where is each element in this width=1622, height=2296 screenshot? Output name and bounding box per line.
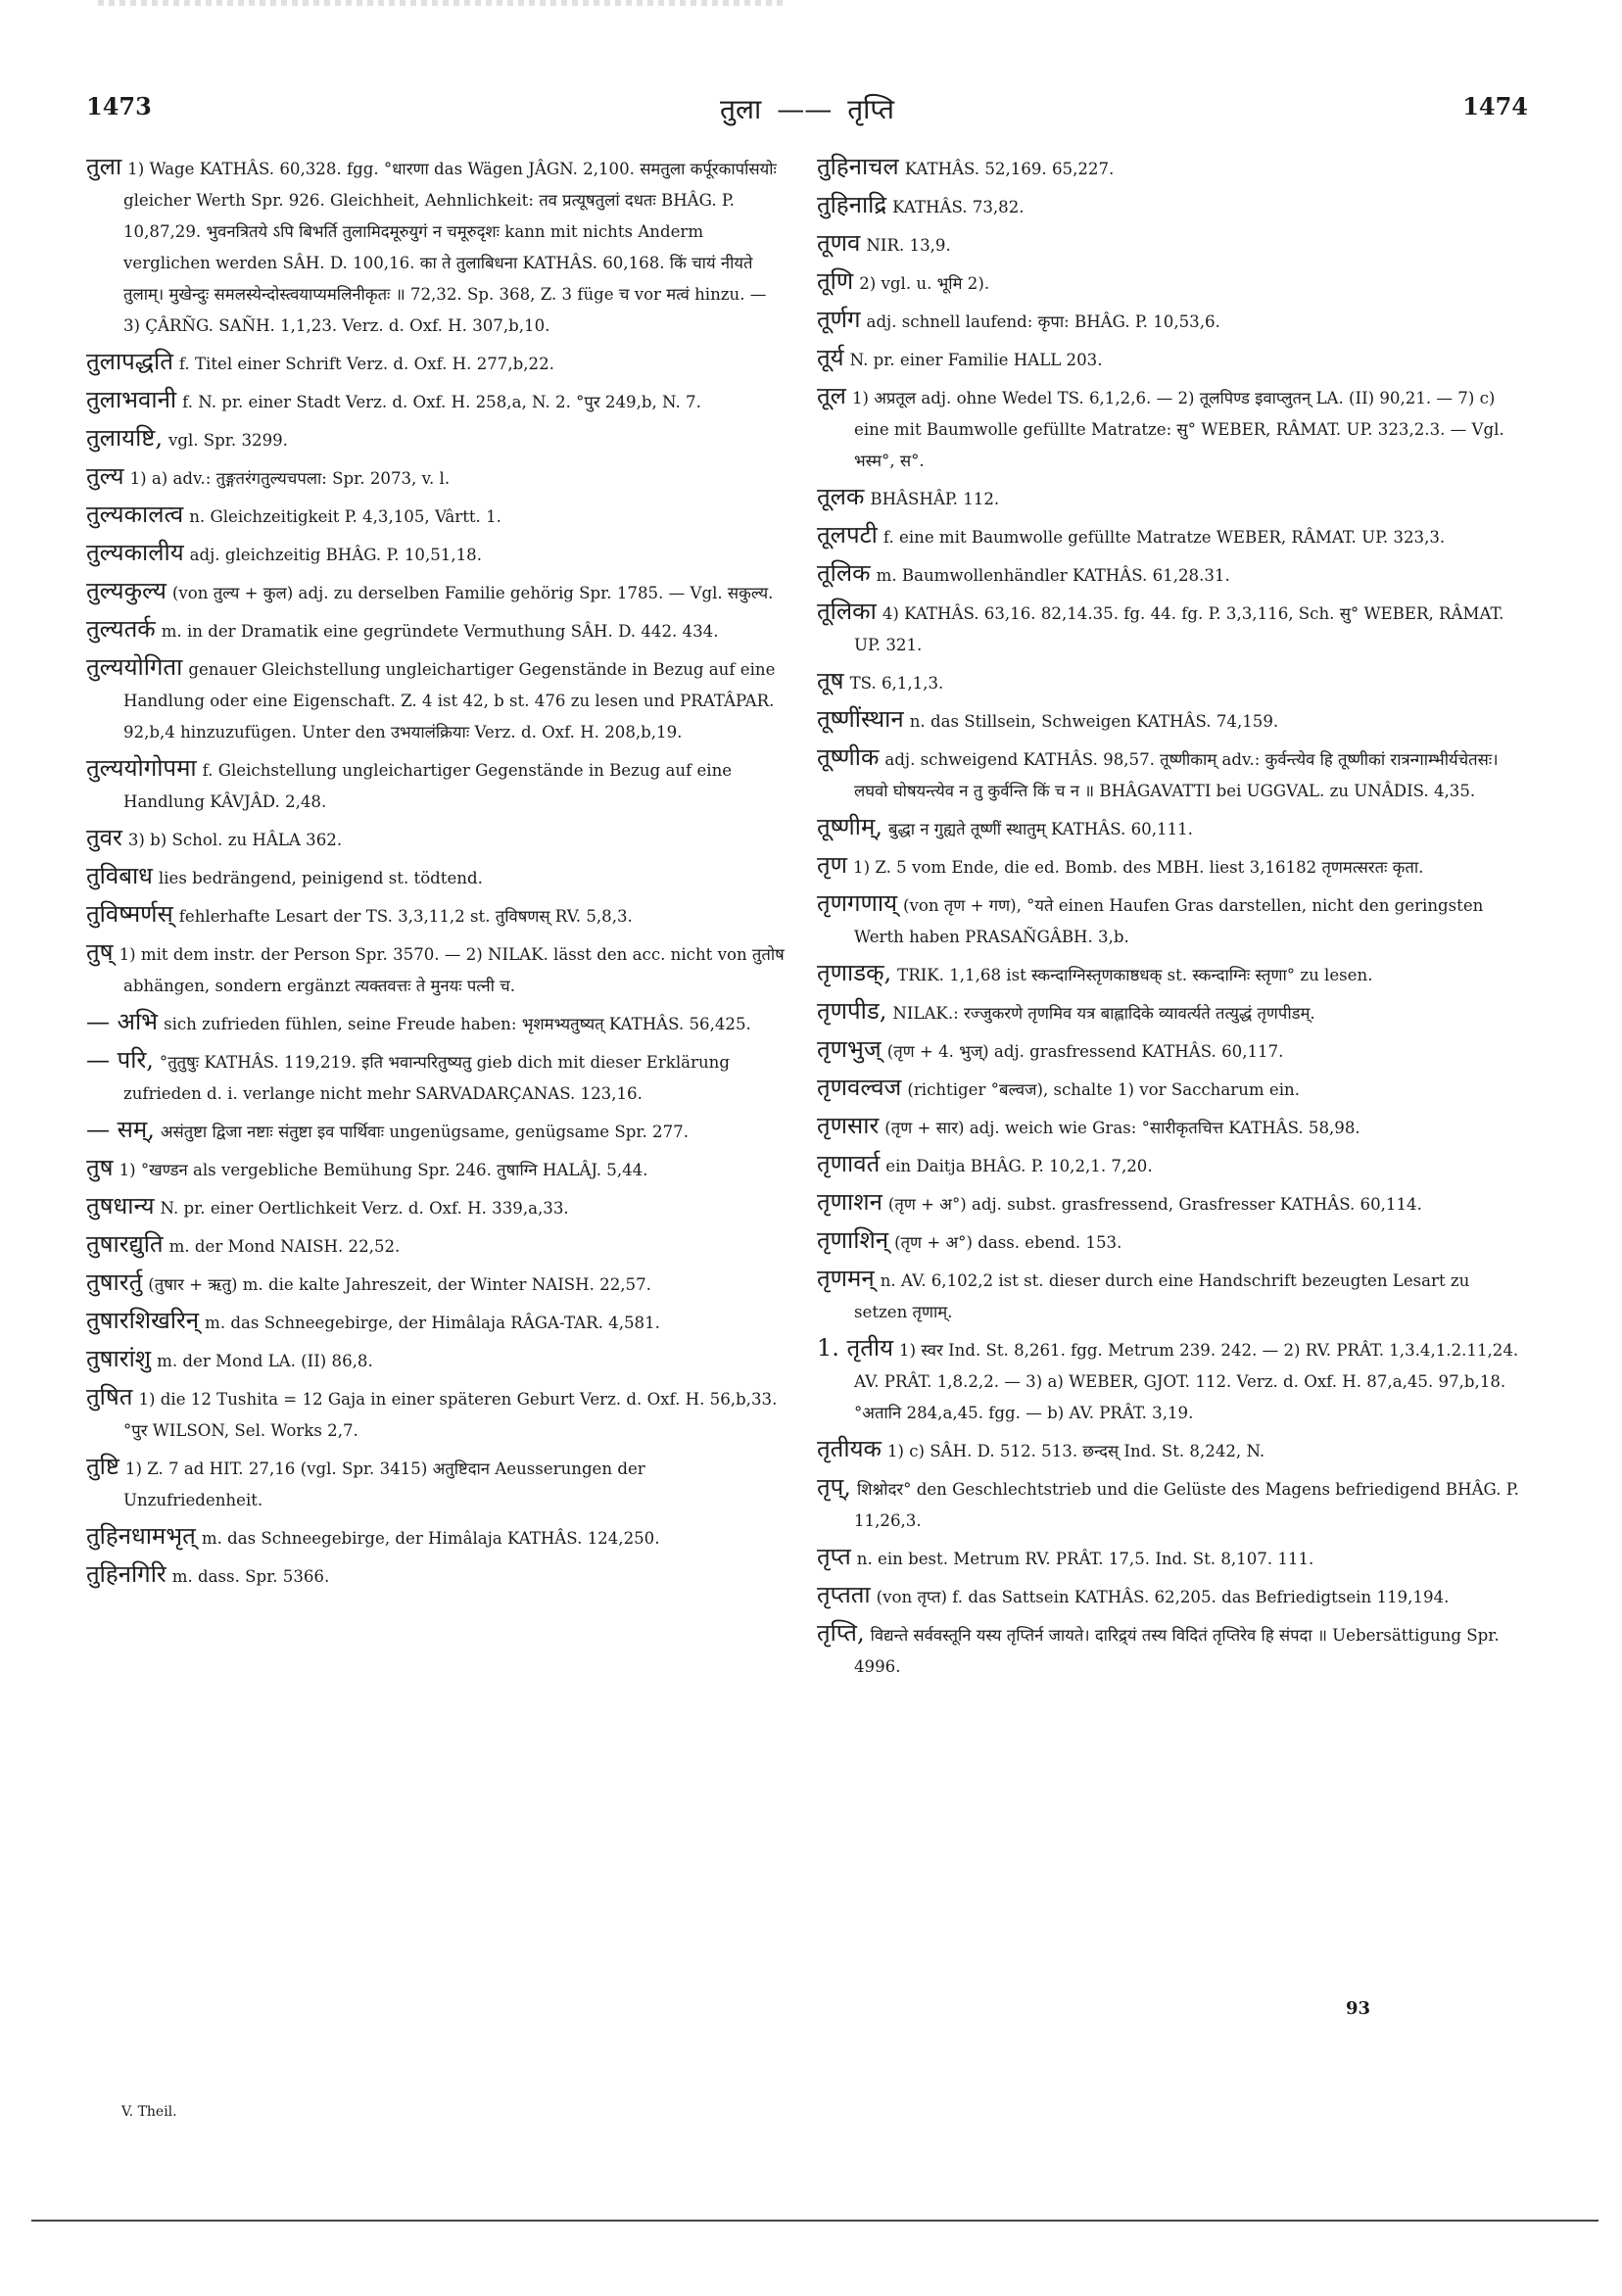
entry-headword: तूष्णींस्थान (817, 705, 904, 733)
entry-text: असंतुष्टा द्विजा नष्टाः संतुष्टा इव पार्थिवाः ungenügsame, genügsame Spr. 277. (160, 1123, 689, 1141)
entry-headword: तृणगणाय् (817, 889, 898, 917)
entry-text: (तुषार + ऋतु) m. die kalte Jahreszeit, der Winter NAISH. 22,57. (148, 1275, 651, 1294)
entry-text: KATHÂS. 73,82. (892, 198, 1025, 216)
dictionary-entry (817, 811, 1524, 845)
entry-headword: तुल्यतर्क (86, 615, 156, 643)
entry-text: 1) Wage KATHÂS. 60,328. fgg. °धारणा das Wägen JÂGN. 2,100. समतुला कर्पूरकार्पासयोः gleicher Werth Spr. 926. Gleichheit, Aehnlichkeit: तव प्रत्यूषतुलां दधतः BHÂG. P. 10,87,29. भुवनत्रितये ऽपि बिभर्ति तुलामिदमूरुयुगं न चमूरुदृशः kann mit nichts Anderm verglichen werden SÂH. D. 100,16. का ते तुलाबिधना KATHÂS. 60,168. किं चायं नीयते तुलाम्। मुखेन्दुः समलस्येन्दोस्त्वयाप्यमलिनीकृतः ॥ 72,32. Sp. 368, Z. 3 füge च vor मत्वं hinzu. — 3) ÇÂRÑG. SAÑH. 1,1,23. Verz. d. Oxf. H. 307,b,10. (123, 160, 777, 335)
dictionary-entry (86, 651, 787, 748)
dictionary-entry (817, 481, 1524, 515)
footer-mark: V. Theil. (121, 2104, 177, 2120)
dictionary-entry (86, 537, 787, 571)
entry-text: n. AV. 6,102,2 ist st. dieser durch eine Handschrift bezeugten Lesart zu setzen तृणाम्. (854, 1271, 1470, 1321)
entry-text: n. Gleichzeitigkeit P. 4,3,105, Vârtt. 1. (189, 507, 501, 526)
dictionary-entry (817, 995, 1524, 1029)
dictionary-entry (817, 849, 1524, 884)
dictionary-entry (86, 575, 787, 609)
dictionary-entry (86, 151, 787, 342)
dictionary-entry (817, 1110, 1524, 1144)
entry-headword: तुल्यकुल्य (86, 577, 167, 604)
signature-mark: 93 (1346, 1998, 1371, 2019)
entry-headword: तुषारर्तु (86, 1268, 143, 1296)
dictionary-entry (817, 703, 1524, 738)
entry-text: बुद्धा न गुह्यते तूष्णीं स्थातुम् KATHÂS. 60,111. (887, 820, 1193, 838)
running-title (86, 90, 1528, 127)
entry-headword: तुषारशिखरिन् (86, 1307, 200, 1334)
dictionary-entry (817, 1471, 1524, 1537)
dictionary-entry (86, 613, 787, 647)
entry-headword: तुहिनगिरि (86, 1560, 167, 1588)
dictionary-entry (86, 1520, 787, 1555)
entry-text: 4) KATHÂS. 63,16. 82,14.35. fg. 44. fg. P. 3,3,116, Sch. सु° WEBER, RÂMAT. UP. 321. (854, 604, 1504, 654)
dictionary-entry (86, 898, 787, 933)
entry-headword: तृणमन् (817, 1265, 875, 1292)
dictionary-entry (817, 741, 1524, 807)
dictionary-entry (817, 519, 1524, 553)
title-left: तुला (720, 93, 762, 125)
entry-text: (तृण + अ°) dass. ebend. 153. (894, 1233, 1122, 1252)
entry-text: 1) mit dem instr. der Person Spr. 3570. — 2) NILAK. lässt den acc. nicht von तुतोष abhängen, sondern ergänzt त्यक्तवत्तः ते मुनयः पत्नी च. (119, 945, 785, 995)
entry-headword: तूलक (817, 483, 865, 510)
entry-headword: तुष (86, 1154, 114, 1181)
dictionary-entry (86, 1558, 787, 1593)
entry-headword: तृणाडक्, (817, 959, 892, 986)
entry-text: 1) Z. 5 vom Ende, die ed. Bomb. des MBH. liest 3,16182 तृणमत्सरतः कृता. (853, 858, 1424, 877)
entry-text: NILAK.: रज्जुकरणे तृणमिव यत्र बाह्लादिके व्यावर्त्यते तत्युद्धं तृणपीडम्. (892, 1004, 1315, 1023)
dictionary-entry (86, 1451, 787, 1516)
entry-text: n. ein best. Metrum RV. PRÂT. 17,5. Ind. St. 8,107. 111. (856, 1550, 1314, 1568)
dictionary-entry (817, 557, 1524, 592)
left-column (86, 151, 787, 1597)
entry-headword: तृण (817, 851, 848, 879)
dictionary-entry (817, 957, 1524, 991)
entry-text: (von तृण + गण), °यते einen Haufen Gras darstellen, nicht den geringsten Werth haben PRASAÑGÂBH. 3,b. (854, 896, 1484, 946)
dictionary-entry (86, 460, 787, 495)
dictionary-entry (817, 1033, 1524, 1068)
entry-headword: तुल्य (86, 462, 124, 490)
entry-text: lies bedrängend, peinigend st. tödtend. (158, 869, 483, 887)
entry-headword: तृप्त (817, 1543, 851, 1570)
entry-headword: तूणव (817, 229, 861, 257)
dictionary-entry (86, 1114, 787, 1148)
dictionary-entry (86, 1343, 787, 1377)
entry-headword: तृणपीड, (817, 997, 887, 1025)
entry-text: °तुतुषुः KATHÂS. 119,219. इति भवान्परितुष्यतु gieb dich mit dieser Erklärung zufrieden d. i. verlange nicht mehr SARVADARÇANAS. 123,16. (123, 1053, 730, 1103)
entry-headword: तुहिनाद्रि (817, 191, 887, 218)
bottom-rule (31, 2220, 1598, 2222)
entry-text: 1) अप्रतूल adj. ohne Wedel TS. 6,1,2,6. — 2) तूलपिण्ड इवाप्लुतन् LA. (II) 90,21. — 7) c) eine mit Baumwolle gefüllte Matratze: सु° WEBER, RÂMAT. UP. 323,2.3. — Vgl. भस्म°, स°. (851, 389, 1504, 470)
entry-text: 3) b) Schol. zu HÂLA 362. (127, 831, 343, 849)
entry-headword: तूलिका (817, 598, 877, 625)
entry-headword: तुल्ययोगोपमा (86, 754, 197, 782)
entry-text: m. das Schneegebirge, der Himâlaja KATHÂS. 124,250. (201, 1529, 660, 1548)
dictionary-entry (817, 665, 1524, 699)
entry-headword: तृणाशन (817, 1188, 883, 1216)
entry-text: शिश्नोदर° den Geschlechtstrieb und die Gelüste des Magens befriedigend BHÂG. P. 11,26,3. (854, 1480, 1519, 1530)
scan-noise (98, 0, 784, 6)
entry-text: genauer Gleichstellung ungleichartiger Gegenstände in Bezug auf eine Handlung oder eine Eigenschaft. Z. 4 ist 42, b st. 476 zu lesen und PRATÂPAR. 92,b,4 hinzuzufügen. Unter den उभयालंक्रियाः Verz. d. Oxf. H. 208,b,19. (123, 660, 776, 741)
dictionary-entry (817, 1332, 1524, 1429)
entry-headword: तुषधान्य (86, 1192, 155, 1220)
dictionary-entry (817, 380, 1524, 477)
entry-text: (von तृप्त) f. das Sattsein KATHÂS. 62,205. das Befriedigtsein 119,194. (876, 1588, 1450, 1606)
entry-headword: तुलायष्टि, (86, 424, 163, 452)
entry-headword: तृणसार (817, 1112, 880, 1139)
dictionary-entry (817, 1617, 1524, 1683)
entry-headword: तृणवल्वज (817, 1074, 902, 1101)
entry-headword: तुष् (86, 938, 114, 966)
entry-headword: तुलाभवानी (86, 386, 177, 413)
entry-headword: तुहिनाचल (817, 153, 899, 180)
entry-headword: तुषित (86, 1383, 133, 1411)
entry-text: f. N. pr. einer Stadt Verz. d. Oxf. H. 258,a, N. 2. °पुर 249,b, N. 7. (182, 393, 701, 411)
page-number-left: 1473 (86, 92, 152, 120)
entry-text: m. das Schneegebirge, der Himâlaja RÂGA-TAR. 4,581. (205, 1314, 660, 1332)
dictionary-entry (86, 1152, 787, 1186)
entry-text: f. eine mit Baumwolle gefüllte Matratze WEBER, RÂMAT. UP. 323,3. (883, 528, 1446, 547)
entry-headword: — अभि (86, 1008, 159, 1035)
entry-text: (von तुल्य + कुल) adj. zu derselben Familie gehörig Spr. 1785. — Vgl. सकुल्य. (171, 584, 774, 602)
entry-headword: तुहिनधामभृत् (86, 1522, 196, 1550)
entry-headword: तुवर (86, 824, 122, 851)
entry-headword: तुविबाध (86, 862, 153, 889)
dictionary-entry (86, 384, 787, 418)
entry-text: BHÂSHÂP. 112. (870, 490, 1000, 508)
entry-headword: तूष (817, 667, 844, 694)
dictionary-entry (817, 1186, 1524, 1220)
entry-text: 1) स्वर Ind. St. 8,261. fgg. Metrum 239. 242. — 2) RV. PRÂT. 1,3.4,1.2.11,24. AV. PRÂT. 1,8.2,2. — 3) a) WEBER, GJOT. 112. Verz. d. Oxf. H. 87,a,45. 97,b,18. °अतानि 284,a,45. fgg. — b) AV. PRÂT. 3,19. (854, 1341, 1519, 1422)
entry-text: 1) a) adv.: तुङ्गतरंगतुल्यचपला: Spr. 2073, v. l. (129, 469, 451, 488)
entry-headword: तुल्यकालीय (86, 539, 184, 566)
dictionary-entry (86, 752, 787, 818)
entry-headword: तुष्टि (86, 1453, 119, 1480)
dictionary-entry (817, 1224, 1524, 1259)
entry-headword: तृणभुज् (817, 1035, 882, 1063)
right-column (817, 151, 1524, 1687)
dictionary-entry (817, 596, 1524, 661)
entry-headword: तूल (817, 382, 846, 409)
entry-text: N. pr. einer Familie HALL 203. (849, 351, 1103, 369)
entry-text: 1) die 12 Tushita = 12 Gaja in einer späteren Geburt Verz. d. Oxf. H. 56,b,33. °पुर WILSON, Sel. Works 2,7. (123, 1390, 778, 1440)
entry-text: adj. schweigend KATHÂS. 98,57. तूष्णीकाम् adv.: कुर्वन्त्येव हि तूष्णीकां रात्रन्गाम्भीर्यचेतसः। लघवो घोषयन्त्येव न तु कुर्वन्ति किं च न ॥ BHÂGAVATTI bei UGGVAL. zu UNÂDIS. 4,35. (854, 750, 1499, 800)
entry-text: n. das Stillsein, Schweigen KATHÂS. 74,159. (909, 712, 1279, 731)
entry-headword: तुषारद्युति (86, 1230, 164, 1258)
dictionary-entry (817, 887, 1524, 953)
entry-text: TS. 6,1,1,3. (849, 674, 944, 693)
dictionary-entry (86, 822, 787, 856)
entry-text: 1) °खण्डन als vergebliche Bemühung Spr. 246. तुषाग्नि HALÂJ. 5,44. (119, 1161, 648, 1179)
dictionary-entry (86, 346, 787, 380)
dictionary-entry (86, 1381, 787, 1447)
entry-text: ein Daitja BHÂG. P. 10,2,1. 7,20. (885, 1157, 1153, 1175)
entry-text: 1) Z. 7 ad HIT. 27,16 (vgl. Spr. 3415) अतुष्टिदान Aeusserungen der Unzufriedenheit. (123, 1459, 645, 1509)
entry-headword: — सम्, (86, 1116, 155, 1143)
entry-text: KATHÂS. 52,169. 65,227. (904, 160, 1115, 178)
entry-headword: तूर्णग (817, 306, 861, 333)
dictionary-entry (86, 1190, 787, 1224)
entry-headword: तृणावर्त (817, 1150, 881, 1177)
dictionary-entry (817, 1541, 1524, 1575)
dictionary-entry (817, 304, 1524, 338)
dictionary-entry (86, 1305, 787, 1339)
dictionary-entry (817, 265, 1524, 300)
entry-text: (richtiger °बल्वज), schalte 1) vor Saccharum ein. (907, 1080, 1300, 1099)
entry-text: sich zufrieden fühlen, seine Freude haben: भृशमभ्यतुष्यत् KATHÂS. 56,425. (164, 1015, 751, 1033)
entry-text: adj. gleichzeitig BHÂG. P. 10,51,18. (189, 546, 482, 564)
entry-headword: तुषारांशु (86, 1345, 152, 1372)
entry-text: विद्यन्ते सर्ववस्तूनि यस्य तृप्तिर्न जायते। दारिद्र्यं तस्य विदितं तृप्तिरेव हि संपदा ॥ Uebersättigung Spr. 4996. (854, 1626, 1500, 1676)
entry-text: m. der Mond LA. (II) 86,8. (157, 1352, 373, 1370)
dictionary-entry (817, 227, 1524, 262)
entry-text: m. in der Dramatik eine gegründete Vermuthung SÂH. D. 442. 434. (161, 622, 719, 641)
dictionary-entry (817, 151, 1524, 185)
dictionary-entry (86, 499, 787, 533)
dictionary-entry (86, 936, 787, 1002)
entry-text: TRIK. 1,1,68 ist स्कन्दाग्निस्तृणकाष्ठधक् st. स्कन्दाग्निः स्तृणा° zu lesen. (897, 966, 1373, 984)
entry-text: f. Gleichstellung ungleichartiger Gegenstände in Bezug auf eine Handlung KÂVJÂD. 2,48. (123, 761, 733, 811)
dictionary-entry (817, 1263, 1524, 1328)
entry-headword: तृप्तता (817, 1581, 871, 1608)
entry-text: (तृण + सार) adj. weich wie Gras: °सारीकृतचित्त KATHÂS. 58,98. (884, 1119, 1360, 1137)
entry-text: m. der Mond NAISH. 22,52. (168, 1237, 401, 1256)
entry-headword: तृणाशिन् (817, 1226, 889, 1254)
dictionary-entry (86, 1267, 787, 1301)
entry-headword: तूष्णीक (817, 743, 880, 771)
entry-headword: तृप्, (817, 1473, 851, 1501)
entry-headword: तूर्य (817, 344, 844, 371)
dictionary-entry (817, 1072, 1524, 1106)
entry-text: fehlerhafte Lesart der TS. 3,3,11,2 st. तुविषणस् RV. 5,8,3. (178, 907, 633, 926)
page-number-right: 1474 (1462, 92, 1528, 120)
entry-headword: तुल्ययोगिता (86, 653, 183, 681)
entry-text: (तृण + अ°) adj. subst. grasfressend, Grasfresser KATHÂS. 60,114. (887, 1195, 1422, 1214)
dictionary-entry (86, 1044, 787, 1110)
dictionary-entry (86, 860, 787, 894)
dictionary-entry (86, 1006, 787, 1040)
entry-text: (तृण + 4. भुज्) adj. grasfressend KATHÂS. 60,117. (886, 1042, 1284, 1061)
entry-headword: तुल्यकालत्व (86, 501, 184, 528)
entry-headword: तूष्णीम्, (817, 813, 883, 840)
entry-headword: तृप्ति, (817, 1619, 865, 1647)
entry-headword: 1. तृतीय (817, 1334, 894, 1362)
entry-headword: तुलापद्धति (86, 348, 173, 375)
dictionary-entry (817, 189, 1524, 223)
entry-text: 2) vgl. u. भूमि 2). (859, 274, 990, 293)
title-right: तृप्ति (847, 93, 894, 125)
entry-text: NIR. 13,9. (866, 236, 951, 255)
dictionary-entry (86, 422, 787, 456)
entry-text: N. pr. einer Oertlichkeit Verz. d. Oxf. H. 339,a,33. (160, 1199, 569, 1218)
entry-headword: तूलिक (817, 559, 871, 587)
dictionary-entry (817, 342, 1524, 376)
entry-headword: तुविष्मर्णस् (86, 900, 173, 928)
entry-headword: तूणि (817, 267, 854, 295)
entry-text: adj. schnell laufend: कृपा: BHÂG. P. 10,53,6. (866, 312, 1220, 331)
dictionary-entry (817, 1148, 1524, 1182)
running-header (86, 90, 1528, 131)
entry-text: m. dass. Spr. 5366. (171, 1567, 330, 1586)
entry-headword: तुला (86, 153, 122, 180)
entry-headword: — परि, (86, 1046, 154, 1074)
entry-text: vgl. Spr. 3299. (167, 431, 288, 450)
entry-text: f. Titel einer Schrift Verz. d. Oxf. H. 277,b,22. (178, 355, 554, 373)
dictionary-entry (86, 1228, 787, 1263)
entry-headword: तृतीयक (817, 1435, 882, 1462)
title-dash: —— (777, 93, 833, 125)
entry-text: m. Baumwollenhändler KATHÂS. 61,28.31. (876, 566, 1230, 585)
entry-headword: तूलपटी (817, 521, 878, 549)
dictionary-entry (817, 1579, 1524, 1613)
dictionary-entry (817, 1433, 1524, 1467)
entry-text: 1) c) SÂH. D. 512. 513. छन्दस् Ind. St. 8,242, N. (886, 1442, 1265, 1460)
